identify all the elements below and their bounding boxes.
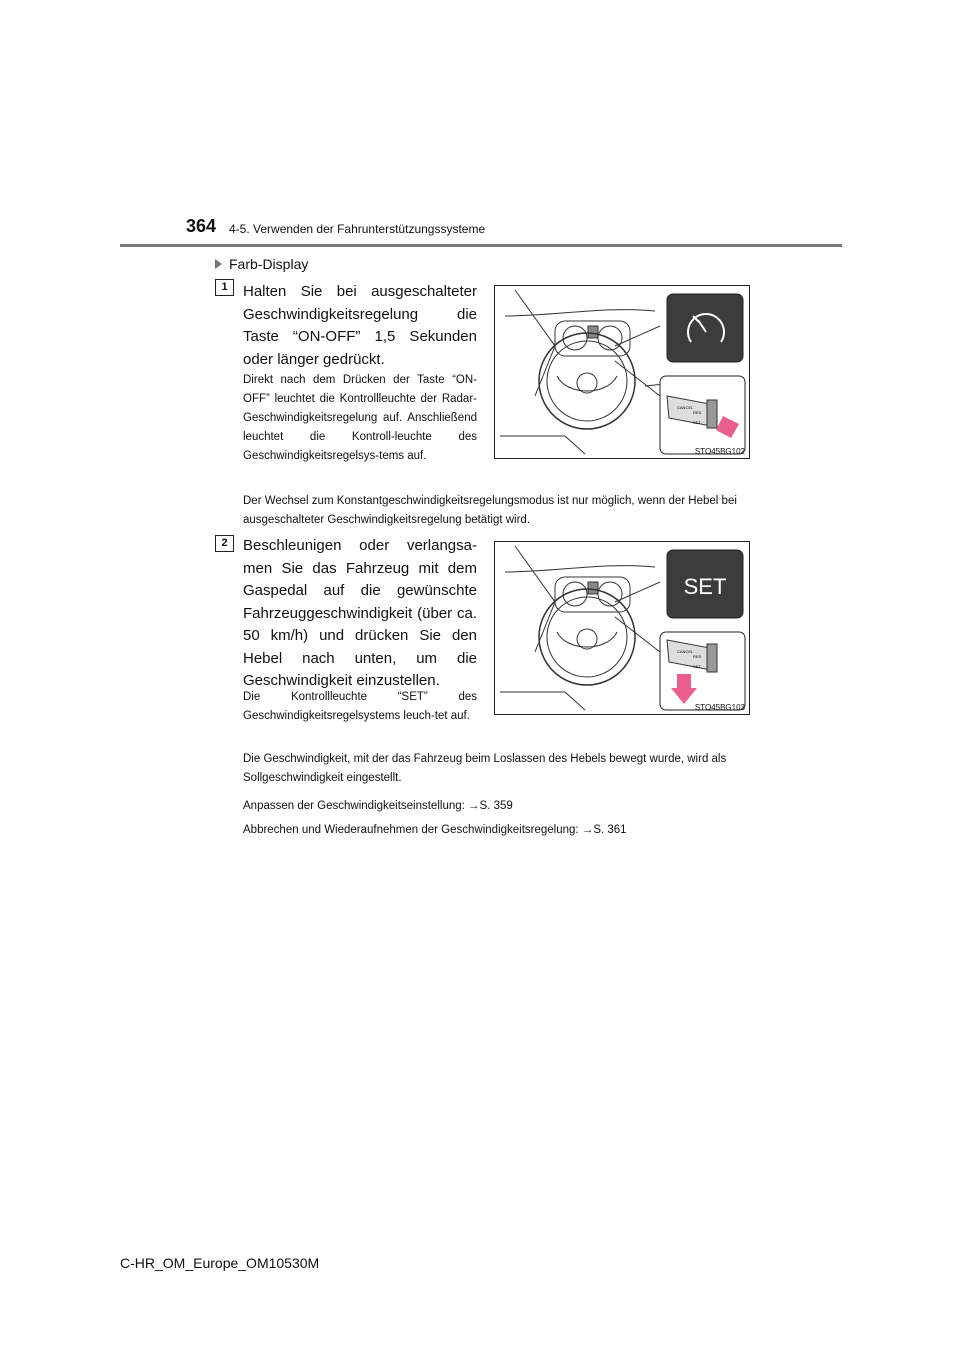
step-number-1: 1: [215, 279, 234, 296]
svg-text:RES: RES: [693, 410, 702, 415]
step-2-note-1: Die Geschwindigkeit, mit der das Fahrzeug beim Loslassen des Hebels bewegt wurde, wird als Sollgeschwindigkeit eingestellt.: [243, 753, 727, 784]
step-2-instruction: Beschleunigen oder verlangsa-men Sie das Fahrzeug mit dem Gaspedal auf die gewünschte Fahrzeuggeschwindigkeit (über ca. 50 km/h) und drücken Sie den Hebel nach unten, um die Geschwindigkeit einzustellen.: [243, 537, 477, 689]
svg-text:CANCEL: CANCEL: [677, 405, 694, 410]
footer-document-id: C-HR_OM_Europe_OM10530M: [120, 1255, 320, 1271]
page-number: 364: [186, 216, 217, 236]
svg-text:SET: SET: [693, 664, 701, 669]
intro-bullet-text: Farb-Display: [229, 256, 309, 272]
figure-step-1: [494, 285, 750, 459]
intro-bullet: [215, 256, 308, 272]
section-title: 4-5. Verwenden der Fahrunterstützungssysteme: [229, 222, 486, 236]
header-rule: [120, 244, 842, 247]
cruise-indicator-inset: [667, 294, 743, 362]
triangle-bullet-icon: [215, 259, 222, 269]
step-number-2: 2: [215, 535, 234, 552]
set-indicator-label: SET: [683, 574, 727, 599]
figure-code-1: STO45BG102: [694, 447, 745, 456]
step-1-note: Der Wechsel zum Konstantgeschwindigkeitsregelungsmodus ist nur möglich, wenn der Hebel bei ausgeschalteter Geschwindigkeitsregelung betätigt wird.: [243, 495, 737, 526]
steering-wheel-illustration-2: [495, 542, 749, 714]
svg-text:SET: SET: [693, 420, 701, 425]
figure-step-2: [494, 541, 750, 715]
figure-code-2: STO45BG103: [694, 703, 745, 712]
step-1-instruction: Halten Sie bei ausgeschalteter Geschwindigkeitsregelung die Taste “ON-OFF” 1,5 Sekunden oder länger gedrückt.: [243, 283, 477, 368]
step-2-note-2: Anpassen der Geschwindigkeitseinstellung: →S. 359: [243, 800, 513, 812]
step-2-note-3: Abbrechen und Wiederaufnehmen der Geschwindigkeitsregelung: →S. 361: [243, 824, 627, 836]
step-1-detail: Direkt nach dem Drücken der Taste “ON-OFF” leuchtet die Kontrollleuchte der Radar-Geschwindigkeitsregelung auf. Anschließend leuchtet die Kontroll-leuchte des Geschwindigkeitsregelsys-tems auf.: [243, 374, 477, 462]
svg-text:CANCEL: CANCEL: [677, 649, 694, 654]
step-2-detail: Die Kontrollleuchte “SET” des Geschwindigkeitsregelsystems leuch-tet auf.: [243, 691, 477, 722]
svg-text:RES: RES: [693, 654, 702, 659]
steering-wheel-illustration-1: [495, 286, 749, 458]
